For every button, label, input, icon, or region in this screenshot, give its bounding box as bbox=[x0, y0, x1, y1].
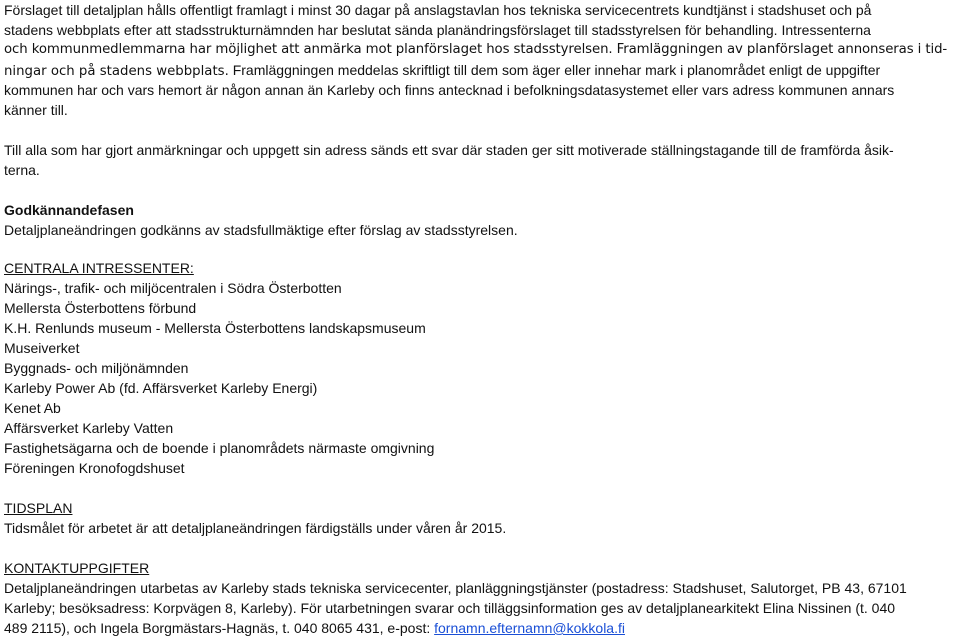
approval-text: Detaljplaneändringen godkänns av stadsfullmäktige efter förslag av stadsstyrelsen. bbox=[4, 222, 518, 238]
intro-line-4-start: ningar och på stadens webbplats. bbox=[4, 64, 229, 79]
intro-line-3: och kommunmedlemmarna har möjlighet att anmärka mot planförslaget hos stadsstyrelsen. Framläggningen av planförslaget annonseras i tid- bbox=[4, 42, 948, 57]
stakeholder-item: Föreningen Kronofogdshuset bbox=[4, 460, 185, 476]
stakeholder-item: Kenet Ab bbox=[4, 400, 61, 416]
schedule-heading: TIDSPLAN bbox=[4, 500, 73, 516]
schedule-text: Tidsmålet för arbetet är att detaljplaneändringen färdigställs under våren år 2015. bbox=[4, 520, 507, 536]
email-link[interactable]: fornamn.efternamn@kokkola.fi bbox=[434, 620, 625, 636]
intro-line-6: känner till. bbox=[4, 102, 68, 118]
contact-line-3 bbox=[4, 618, 956, 638]
stakeholder-item: K.H. Renlunds museum - Mellersta Österbottens landskapsmuseum bbox=[4, 320, 426, 336]
stakeholder-item: Fastighetsägarna och de boende i planområdets närmaste omgivning bbox=[4, 440, 435, 456]
intro-line-4 bbox=[4, 60, 956, 80]
contact-line-1: Detaljplaneändringen utarbetas av Karleby stads tekniska servicecenter, planläggningstjänster (postadress: Stadshuset, Salutorget, PB 43, 67101 bbox=[4, 580, 907, 596]
intro-line-1: Förslaget till detaljplan hålls offentligt framlagt i minst 30 dagar på anslagstavlan hos tekniska servicecentrets kundtjänst i stadshuset och på bbox=[4, 2, 872, 18]
stakeholder-item: Affärsverket Karleby Vatten bbox=[4, 420, 174, 436]
stakeholder-item: Museiverket bbox=[4, 340, 80, 356]
stakeholders-heading: CENTRALA INTRESSENTER: bbox=[4, 260, 194, 276]
feedback-line-1: Till alla som har gjort anmärkningar och uppgett sin adress sänds ett svar där staden ger sitt motiverade ställningstagande till de framförda åsik- bbox=[4, 142, 894, 158]
approval-heading: Godkännandefasen bbox=[4, 202, 134, 218]
document-page bbox=[4, 0, 956, 638]
intro-line-4-tail: Framläggningen meddelas skriftligt till dem som äger eller innehar mark i planområdet enligt de uppgifter bbox=[232, 62, 881, 78]
intro-line-2: stadens webbplats efter att stadsstrukturnämnden har beslutat sända planändringsförslaget till stadsstyrelsen för behandling. Intressenterna bbox=[4, 22, 871, 38]
stakeholder-item: Mellersta Österbottens förbund bbox=[4, 300, 197, 316]
feedback-line-2: terna. bbox=[4, 162, 40, 178]
contact-heading: KONTAKTUPPGIFTER bbox=[4, 560, 150, 576]
stakeholder-item: Närings-, trafik- och miljöcentralen i Södra Österbotten bbox=[4, 280, 342, 296]
contact-line-2: Karleby; besöksadress: Korpvägen 8, Karleby). För utarbetningen svarar och tilläggsinformation ges av detaljplanearkitekt Elina Nissinen (t. 040 bbox=[4, 600, 896, 616]
stakeholder-item: Karleby Power Ab (fd. Affärsverket Karleby Energi) bbox=[4, 380, 318, 396]
intro-line-5: kommunen har och vars hemort är någon annan än Karleby och finns antecknad i befolkningsdatasystemet eller vars adress kommunen annars bbox=[4, 82, 895, 98]
contact-line-3-text: 489 2115), och Ingela Borgmästars-Hagnäs, t. 040 8065 431, e-post: bbox=[4, 620, 435, 636]
stakeholder-item: Byggnads- och miljönämnden bbox=[4, 360, 189, 376]
